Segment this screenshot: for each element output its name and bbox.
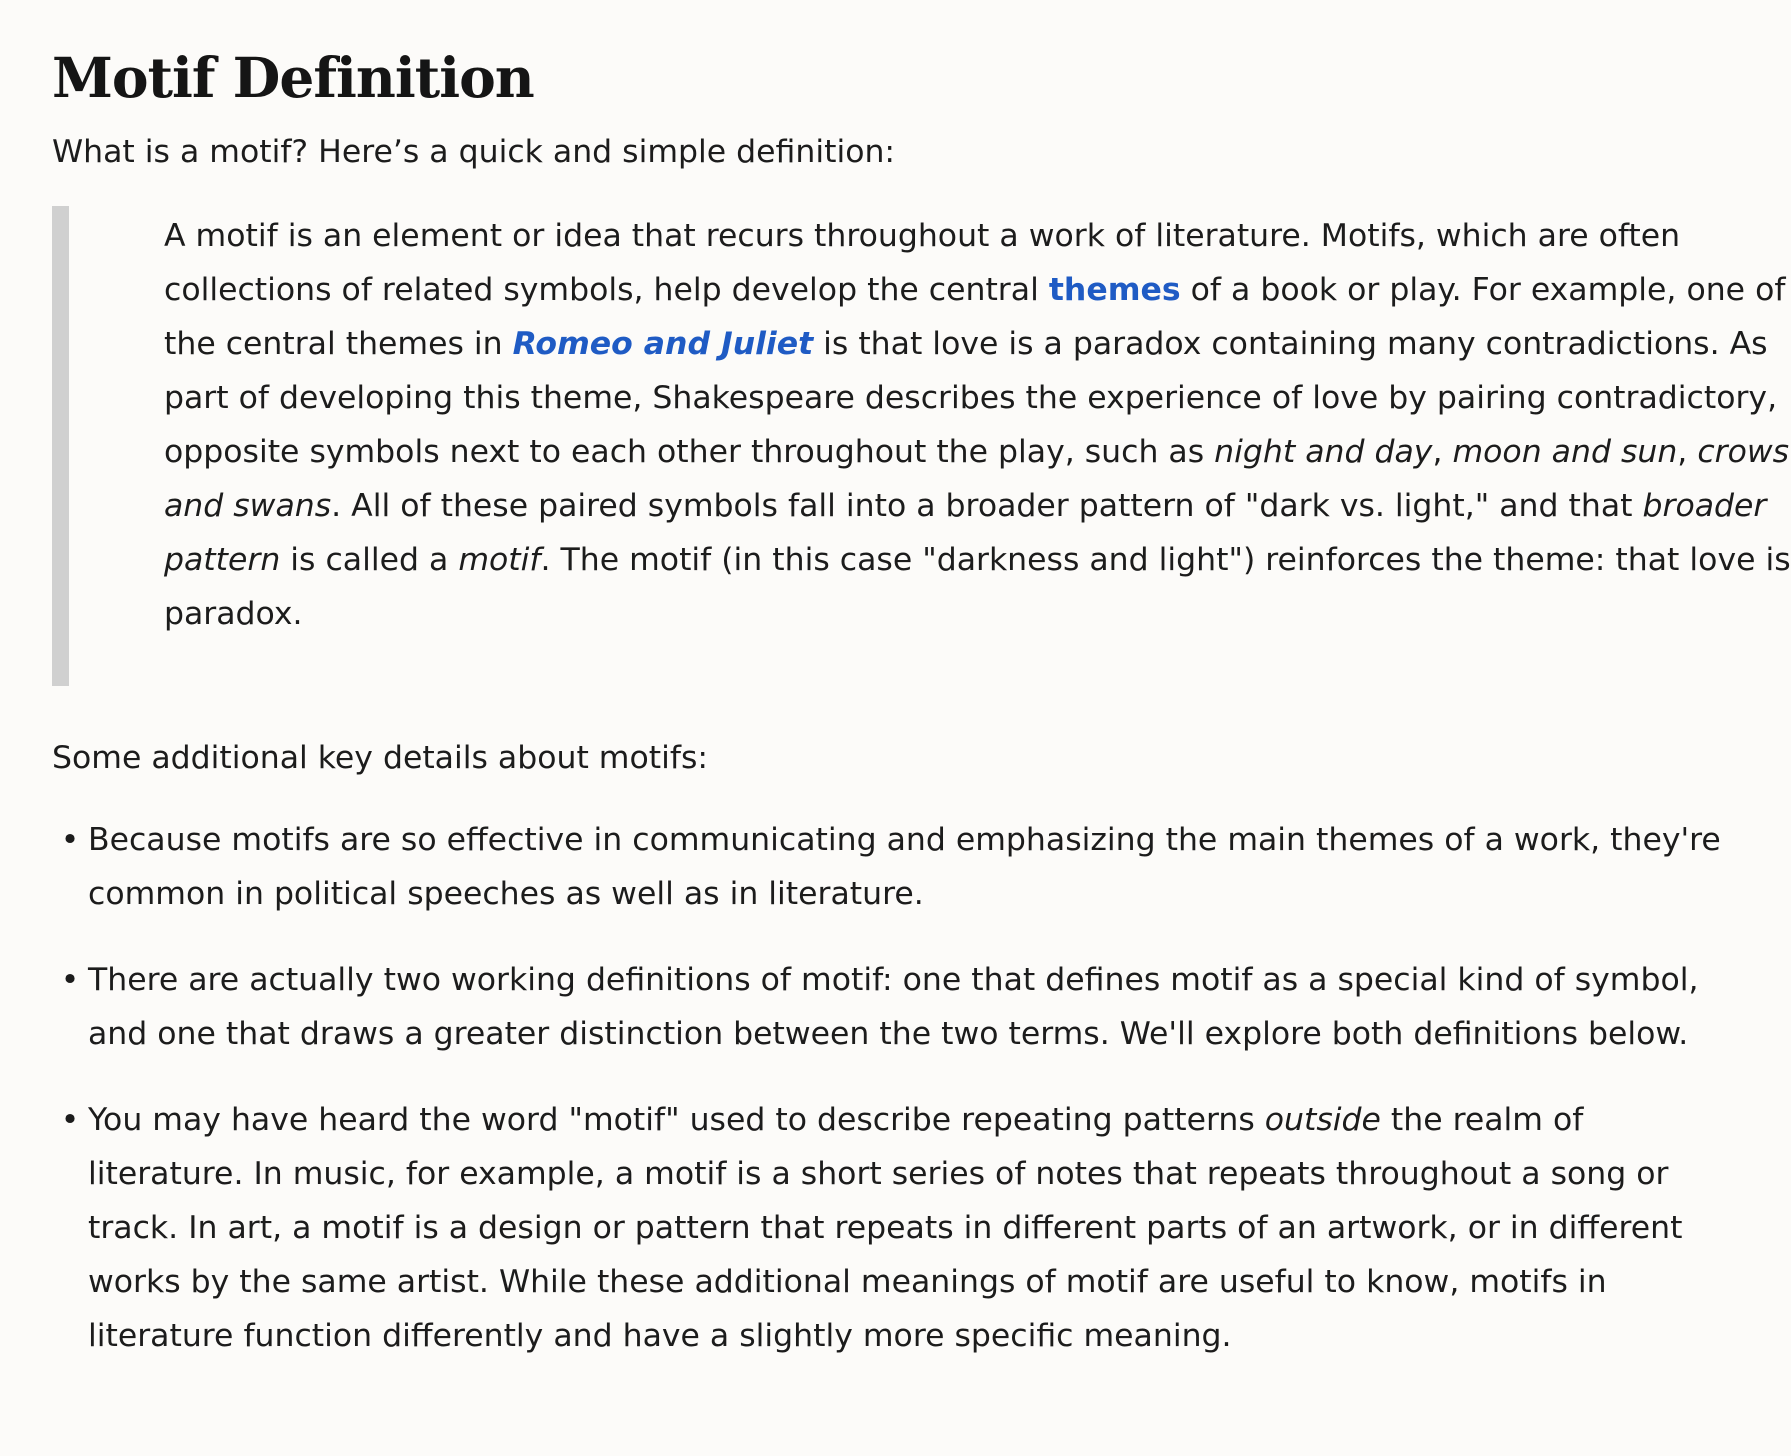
- list-text-segment: track. In art, a motif is a design or pattern that repeats in different parts of an artwork, or in different: [88, 1210, 1683, 1246]
- list-item-line: [88, 1144, 1668, 1204]
- intro-text: What is a motif? Here’s a quick and simple definition:: [52, 134, 896, 170]
- definition-line: [164, 368, 1777, 428]
- themes-link[interactable]: themes: [1048, 272, 1181, 308]
- definition-text-segment: paradox.: [164, 596, 303, 632]
- list-item-line: [88, 1090, 1583, 1150]
- list-text-segment: and one that draws a greater distinction between the two terms. We'll explore both definitions below.: [88, 1016, 1689, 1052]
- list-item-line: [88, 810, 1721, 870]
- italic-term: broader: [1642, 488, 1767, 524]
- list-text-segment: literature. In music, for example, a motif is a short series of notes that repeats throughout a song or: [88, 1156, 1669, 1192]
- bullet-icon: •: [60, 962, 80, 998]
- list-item: [52, 810, 1752, 930]
- definition-line: [164, 422, 1789, 482]
- list-text-segment: works by the same artist. While these additional meanings of motif are useful to know, motifs in: [88, 1264, 1607, 1300]
- list-text-segment: literature function differently and have a slightly more specific meaning.: [88, 1318, 1232, 1354]
- list-text-segment: Because motifs are so effective in communicating and emphasizing the main themes of a work, they're: [88, 822, 1721, 858]
- italic-term: moon and sun: [1452, 434, 1678, 470]
- definition-line: [164, 206, 1680, 266]
- italic-term: outside: [1264, 1102, 1381, 1138]
- list-item-line: [88, 950, 1699, 1010]
- definition-blockquote: [52, 206, 1791, 686]
- list-text-segment: You may have heard the word "motif" used to describe repeating patterns: [88, 1102, 1265, 1138]
- definition-text-segment: . The motif (in this case "darkness and light") reinforces the theme: that love is: [540, 542, 1791, 578]
- list-item-line: [88, 864, 924, 924]
- list-text-segment: common in political speeches as well as in literature.: [88, 876, 924, 912]
- list-item-line: [88, 1198, 1682, 1258]
- definition-text-segment: ,: [1677, 434, 1698, 470]
- list-text-segment: the realm of: [1380, 1102, 1584, 1138]
- definition-text-segment: of a book or play. For example, one of: [1180, 272, 1786, 308]
- list-item: [52, 1090, 1752, 1370]
- definition-text: [164, 206, 1791, 686]
- romeo-and-juliet-link[interactable]: Romeo and Juliet: [512, 326, 814, 362]
- italic-term: pattern: [164, 542, 281, 578]
- definition-text-segment: the central themes in: [164, 326, 513, 362]
- bullet-icon: •: [60, 1102, 80, 1138]
- italic-term: crows: [1697, 434, 1790, 470]
- definition-line: [164, 530, 1791, 590]
- definition-text-segment: is called a: [280, 542, 459, 578]
- details-intro-text: Some additional key details about motifs:: [52, 740, 708, 776]
- definition-text-segment: . All of these paired symbols fall into a broader pattern of "dark vs. light," and that: [331, 488, 1643, 524]
- italic-term: and swans: [164, 488, 332, 524]
- definition-text-segment: opposite symbols next to each other throughout the play, such as: [164, 434, 1215, 470]
- list-item-line: [88, 1252, 1607, 1312]
- list-item-line: [88, 1306, 1232, 1366]
- definition-line: [164, 260, 1785, 320]
- definition-text-segment: collections of related symbols, help develop the central: [164, 272, 1049, 308]
- definition-line: [164, 476, 1766, 536]
- list-item: [52, 950, 1752, 1070]
- definition-text-segment: is that love is a paradox containing many contradictions. As: [813, 326, 1768, 362]
- definition-text-segment: A motif is an element or idea that recurs throughout a work of literature. Motifs, which are often: [164, 218, 1681, 254]
- definition-line: [164, 314, 1768, 374]
- list-text-segment: There are actually two working definitions of motif: one that defines motif as a special kind of symbol,: [88, 962, 1699, 998]
- list-item-line: [88, 1004, 1688, 1064]
- page-title: Motif Definition: [52, 45, 534, 110]
- definition-text-segment: ,: [1432, 434, 1453, 470]
- italic-term: motif: [458, 542, 541, 578]
- definition-line: [164, 584, 303, 644]
- bullet-icon: •: [60, 822, 80, 858]
- italic-term: night and day: [1214, 434, 1433, 470]
- definition-text-segment: part of developing this theme, Shakespeare describes the experience of love by pairing contradictory,: [164, 380, 1778, 416]
- key-details-list: [52, 810, 1752, 1410]
